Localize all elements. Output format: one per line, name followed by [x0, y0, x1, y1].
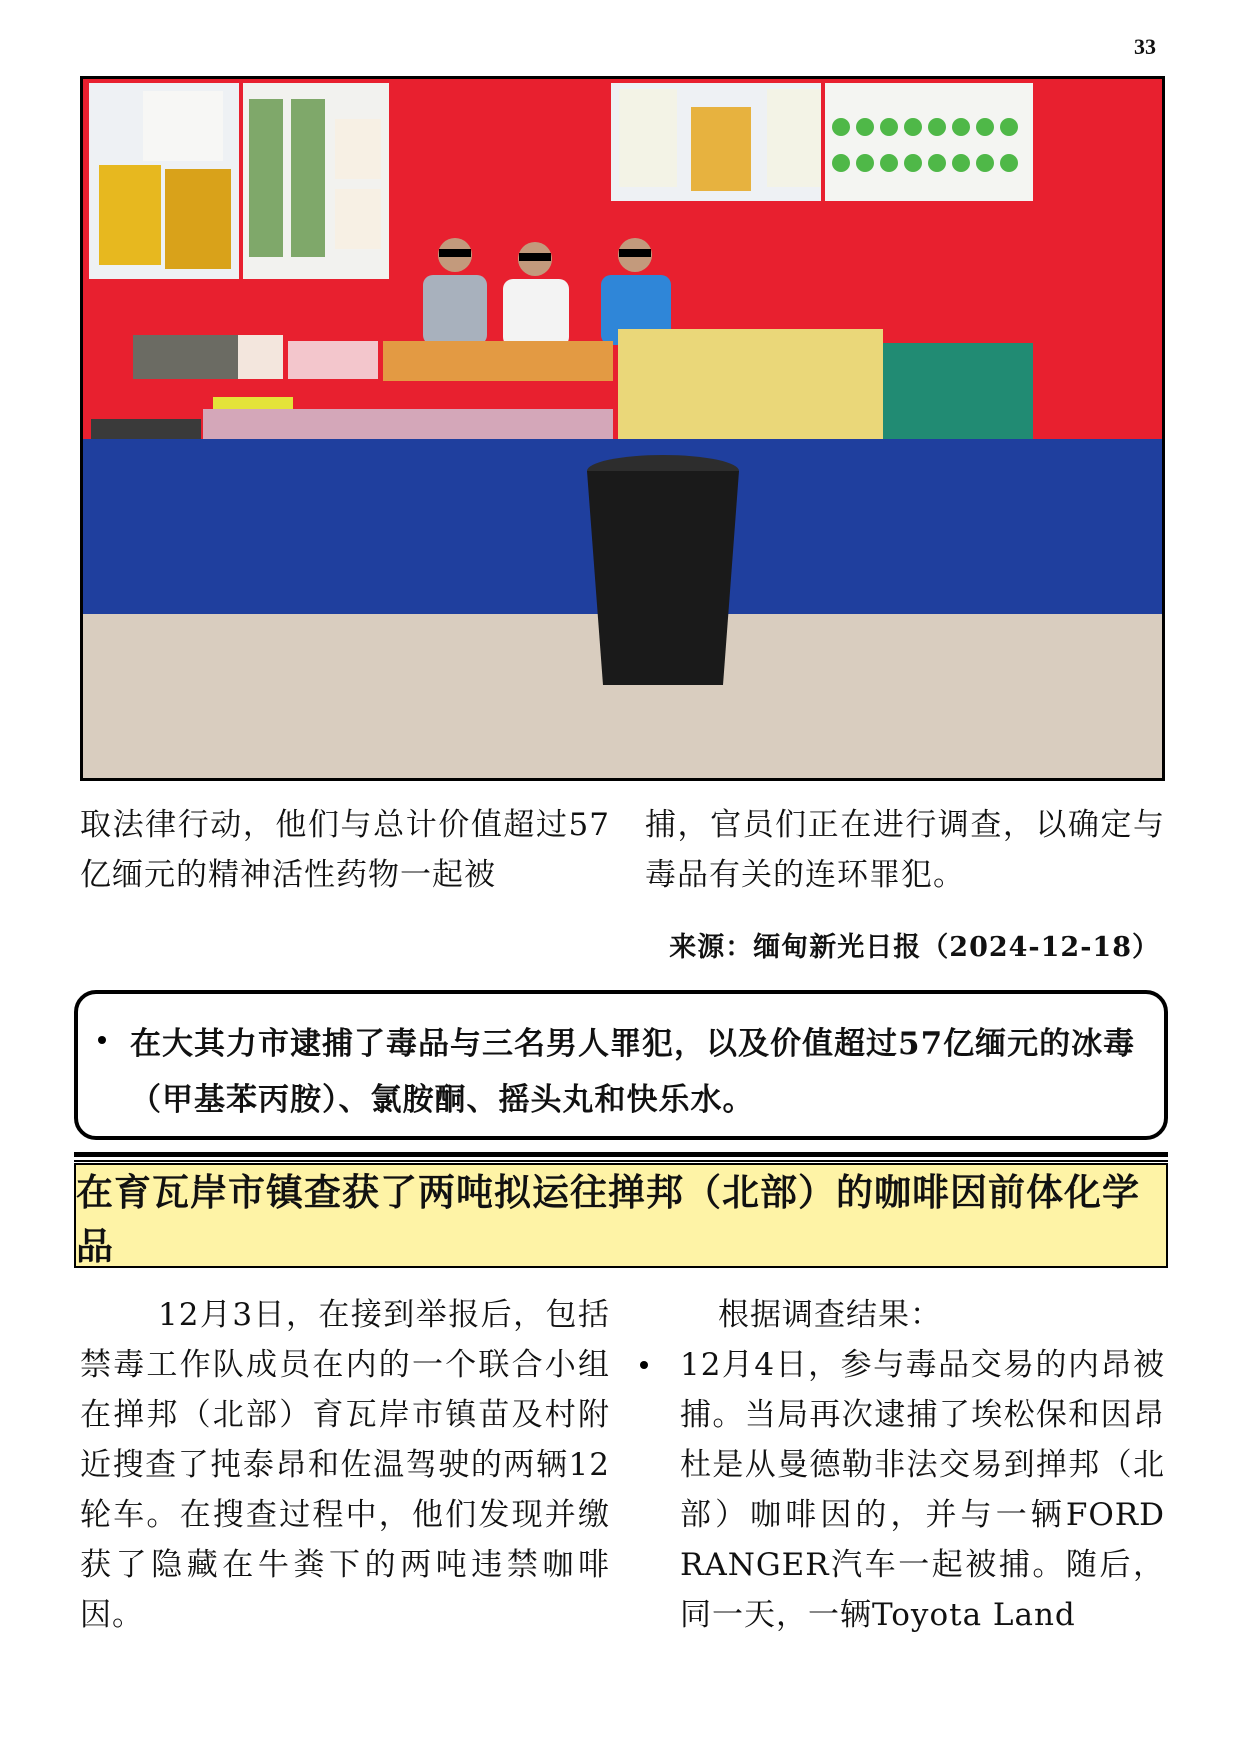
inset-panel-left — [89, 83, 239, 279]
black-bin — [587, 455, 739, 685]
article2-right-column — [640, 1290, 1165, 1640]
article2-right-intro: 根据调查结果： — [718, 1297, 942, 1333]
summary-box — [74, 990, 1168, 1140]
inset-panel-packets — [611, 83, 821, 201]
article2-bullet-text: 12月4日，参与毒品交易的内昂被捕。当局再次逮捕了埃松保和因昂杜是从曼德勒非法交易到掸邦（北部）咖啡因的，并与一辆FORD RANGER汽车一起被捕。随后，同一天，一辆Toyota Land — [680, 1347, 1165, 1633]
article1-right-column: 捕，官员们正在进行调查，以确定与毒品有关的连环罪犯。 — [645, 807, 1165, 893]
bullet-icon — [640, 1361, 648, 1369]
inset-panel-pills — [825, 83, 1033, 201]
inset-panel-tea — [243, 83, 389, 279]
divider-thick — [74, 1152, 1168, 1157]
page-number: 33 — [1134, 34, 1156, 59]
article1-left-column: 取法律行动，他们与总计价值超过57亿缅元的精神活性药物一起被 — [80, 807, 610, 893]
article2-headline — [74, 1163, 1168, 1268]
summary-text: 在大其力市逮捕了毒品与三名男人罪犯，以及价值超过57亿缅元的冰毒（甲基苯丙胺）、氯胺酮、摇头丸和快乐水。 — [130, 1026, 1136, 1118]
source-line: 来源：缅甸新光日报（2024-12-18） — [669, 932, 1160, 963]
article2-left-column: 12月3日，在接到举报后，包括禁毒工作队成员在内的一个联合小组在掸邦（北部）育瓦岸市镇苗及村附近搜查了扽泰昂和佐温驾驶的两辆12轮车。在搜查过程中，他们发现并缴获了隐藏在牛粪下的两吨违禁咖啡因。 — [80, 1297, 610, 1633]
article2-bullet-item — [640, 1340, 1165, 1640]
bullet-icon — [98, 1036, 106, 1044]
news-photo — [80, 76, 1165, 781]
headline-text: 在育瓦岸市镇查获了两吨拟运往掸邦（北部）的咖啡因前体化学品 — [76, 1170, 1140, 1268]
